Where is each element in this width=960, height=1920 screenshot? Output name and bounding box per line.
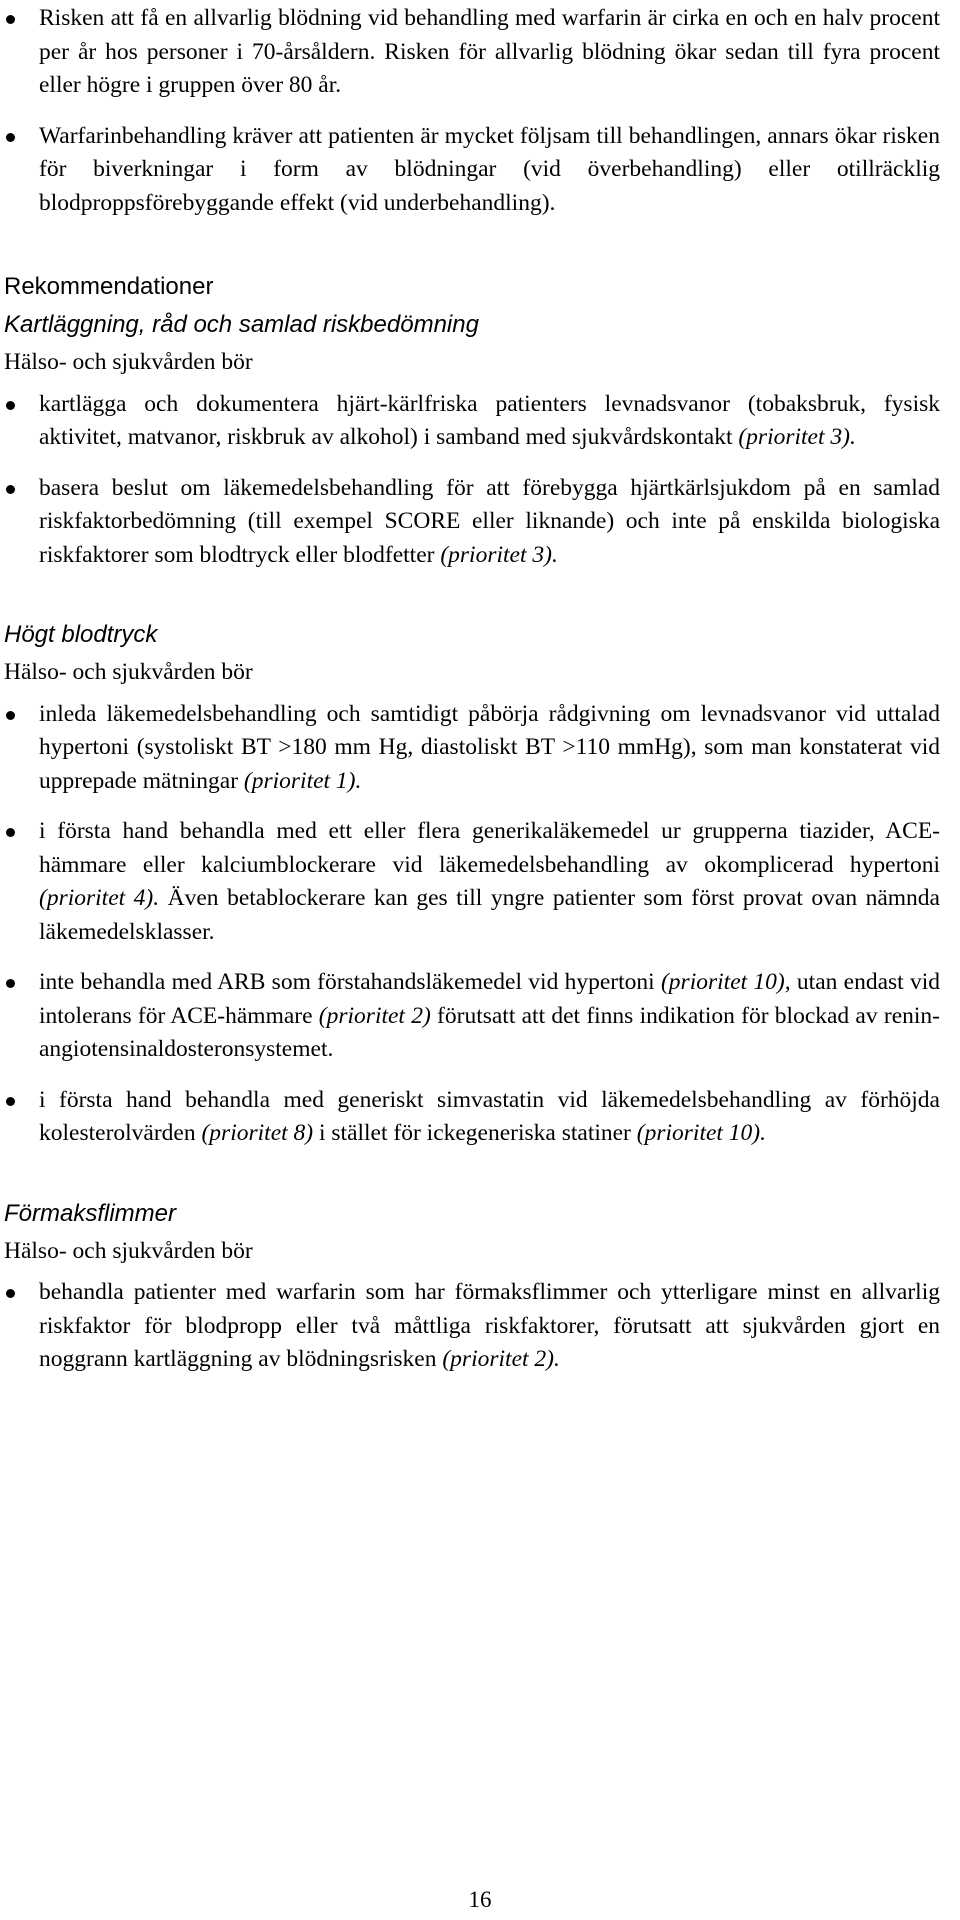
priority-label: (prioritet 10), [660, 969, 791, 995]
bullet-text: inte behandla med ARB som förstahandsläkemedel vid hypertoni [39, 969, 655, 995]
bullet-text: i första hand behandla med generiskt simvastatin vid läkemedelsbehandling av förhöjda kolesterolvärden [39, 1086, 940, 1146]
subsection-heading: Kartläggning, råd och samlad riskbedömning [4, 311, 479, 338]
priority-label: (prioritet 1). [243, 767, 362, 794]
bullet-text: behandla patienter med warfarin som har förmaksflimmer och ytterligare minst en allvarlig riskfaktor för blodpropp eller två måttliga riskfaktorer, förutsatt att sjukvården gjort en noggrann kartläggning av blödningsrisken [39, 1279, 940, 1372]
section-heading: Rekommendationer [4, 273, 214, 300]
recommendation-list [4, 1276, 940, 1377]
bullet-text-continued: Även betablockerare kan ges till yngre patienter som först provat ovan nämnda läkemedelsklasser. [39, 885, 940, 945]
bullet-text: i första hand behandla med ett eller flera generikaläkemedel ur grupperna tiazider, ACE-hämmare eller kalciumblockerare vid läkemedelsbehandling av okomplicerad hypertoni [39, 818, 940, 878]
priority-label: (prioritet 3). [440, 541, 558, 568]
list-item [4, 698, 940, 799]
bullet-text: kartlägga och dokumentera hjärt-kärlfriska patienters levnadsvanor (tobaksbruk, fysisk aktivitet, matvanor, riskbruk av alkohol) i samband med sjukvårdskontakt [39, 390, 940, 450]
intro-list [4, 2, 940, 220]
list-item [4, 388, 940, 455]
list-item [4, 966, 940, 1067]
priority-label: (prioritet 3). [738, 424, 856, 450]
list-item [4, 472, 940, 573]
page-number: 16 [468, 1887, 492, 1912]
lead-text: Hälso- och sjukvården bör [4, 349, 253, 375]
subsection-heading: Förmaksflimmer [4, 1199, 176, 1227]
bullet-text-continued: i stället för ickegeneriska statiner [313, 1120, 637, 1146]
bullet-text-continued: förutsatt att det finns indikation för blockad av renin-angiotensinaldosteronsystemet. [39, 1002, 940, 1062]
priority-label: (prioritet 2) [318, 1002, 431, 1029]
lead-text: Hälso- och sjukvården bör [4, 659, 253, 685]
list-item [4, 815, 940, 949]
page-content [4, 2, 940, 1377]
bullet-text: inleda läkemedelsbehandling och samtidigt påbörja rådgivning om levnadsvanor vid uttalad hypertoni (systoliskt BT >180 mm Hg, diastoliskt BT >110 mmHg), som man konstaterat vid upprepade mätningar [39, 700, 940, 794]
priority-label: (prioritet 2). [442, 1346, 560, 1372]
recommendation-list [4, 698, 940, 1151]
bullet-text: basera beslut om läkemedelsbehandling för att förebygga hjärtkärlsjukdom på en samlad riskfaktorbedömning (till exempel SCORE eller liknande) och inte på enskilda biologiska riskfaktorer som blodtryck eller blodfetter [39, 474, 940, 568]
list-item [4, 120, 940, 221]
list-item [4, 1084, 940, 1151]
priority-label: (prioritet 8) [201, 1120, 314, 1146]
list-item [4, 1276, 940, 1377]
recommendation-list [4, 388, 940, 573]
lead-text: Hälso- och sjukvården bör [4, 1237, 253, 1264]
subsection-heading: Högt blodtryck [4, 621, 158, 648]
bullet-text-continued: utan endast vid intolerans för ACE-hämmare [39, 969, 941, 1029]
priority-label: (prioritet 10). [636, 1120, 767, 1146]
priority-label: (prioritet 4). [39, 885, 160, 911]
bullet-text: Risken att få en allvarlig blödning vid behandling med warfarin är cirka en och en halv procent per år hos personer i 70-årsåldern. Risken för allvarlig blödning ökar sedan till fyra procent eller högre i gruppen över 80 år. [39, 5, 940, 98]
list-item [4, 2, 940, 103]
bullet-text: Warfarinbehandling kräver att patienten är mycket följsam till behandlingen, annars ökar risken för biverkningar i form av blödningar (vid överbehandling) eller otillräcklig blodproppsförebyggande effekt (vid underbehandling). [39, 122, 940, 216]
